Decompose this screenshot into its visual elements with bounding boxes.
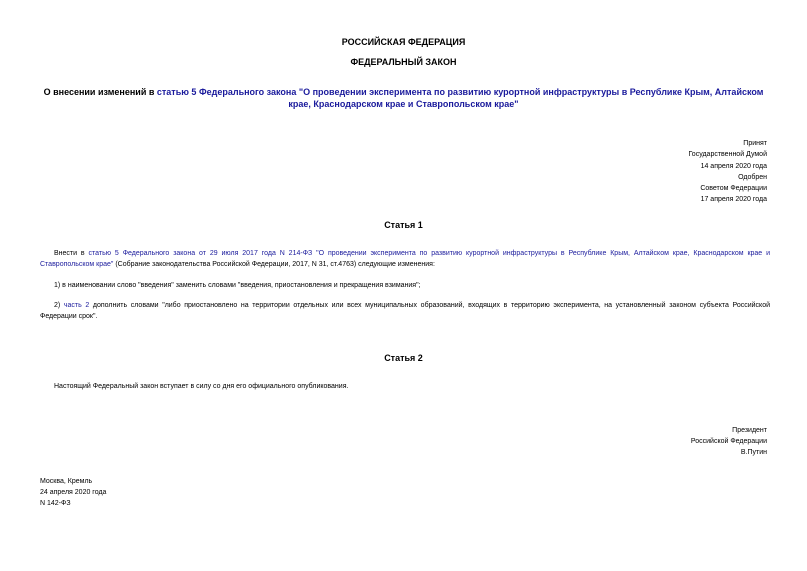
intro-suffix: (Собрание законодательства Российской Федерации, 2017, N 31, ст.4763) следующие изменения:: [113, 260, 435, 268]
adoption-info: [567, 138, 767, 206]
signature-block: [567, 425, 767, 458]
document-country: РОССИЙСКАЯ ФЕДЕРАЦИЯ: [341, 37, 466, 47]
item2-part-link[interactable]: часть 2: [63, 302, 90, 309]
signature-position: Президент: [732, 427, 767, 434]
approved-by: Советом Федерации: [700, 185, 767, 193]
adopted-date: 14 апреля 2020 года: [700, 162, 767, 170]
intro-law-link[interactable]: статью 5 Федерального закона от 29 июля 2017 года N 214-ФЗ "О проведении эксперимента по развитию курортной инфраструктуры в Республике Крым, Алтайском крае, Краснодарском крае и Ставропольском крае": [40, 250, 770, 268]
item2-suffix: дополнить словами "либо приостановлено на территории отдельных или всех муниципальных образований, входящих в территорию эксперимента, на установленный законом субъекта Российской Федерации срок".: [40, 302, 771, 320]
item2-prefix: 2): [54, 302, 64, 309]
signature-country: Российской Федерации: [690, 438, 767, 445]
title-prefix: О внесении изменений в: [43, 87, 157, 97]
place-city: Москва, Кремль: [40, 478, 93, 485]
law-number: N 142-ФЗ: [40, 500, 71, 507]
adopted-label: Принят: [743, 140, 767, 147]
place-date-block: [40, 476, 240, 509]
signature-name: В.Путин: [740, 449, 767, 456]
title-law-link[interactable]: статью 5 Федерального закона "О проведении эксперимента по развитию курортной инфраструктуры в Республике Крым, Алтайском крае, Краснодарском крае и Ставропольском крае": [156, 87, 764, 109]
adopted-by: Государственной Думой: [688, 151, 767, 159]
approved-date: 17 апреля 2020 года: [700, 196, 767, 204]
approved-label: Одобрен: [738, 173, 767, 181]
document-title: [40, 86, 767, 110]
article-1-item-2: [40, 301, 770, 322]
article-2-text: Настоящий Федеральный закон вступает в силу со дня его официального опубликования.: [54, 383, 349, 390]
place-date: 24 апреля 2020 года: [40, 489, 107, 496]
article-1-item-1: 1) в наименовании слово "введения" заменить словами "введения, приостановления и прекращения взимания";: [54, 282, 421, 289]
article-2-heading: Статья 2: [384, 353, 423, 363]
intro-prefix: Внести в: [54, 250, 89, 257]
article-1-heading: Статья 1: [384, 220, 423, 230]
article-1-intro: [40, 249, 770, 270]
document-type: ФЕДЕРАЛЬНЫЙ ЗАКОН: [350, 57, 457, 67]
